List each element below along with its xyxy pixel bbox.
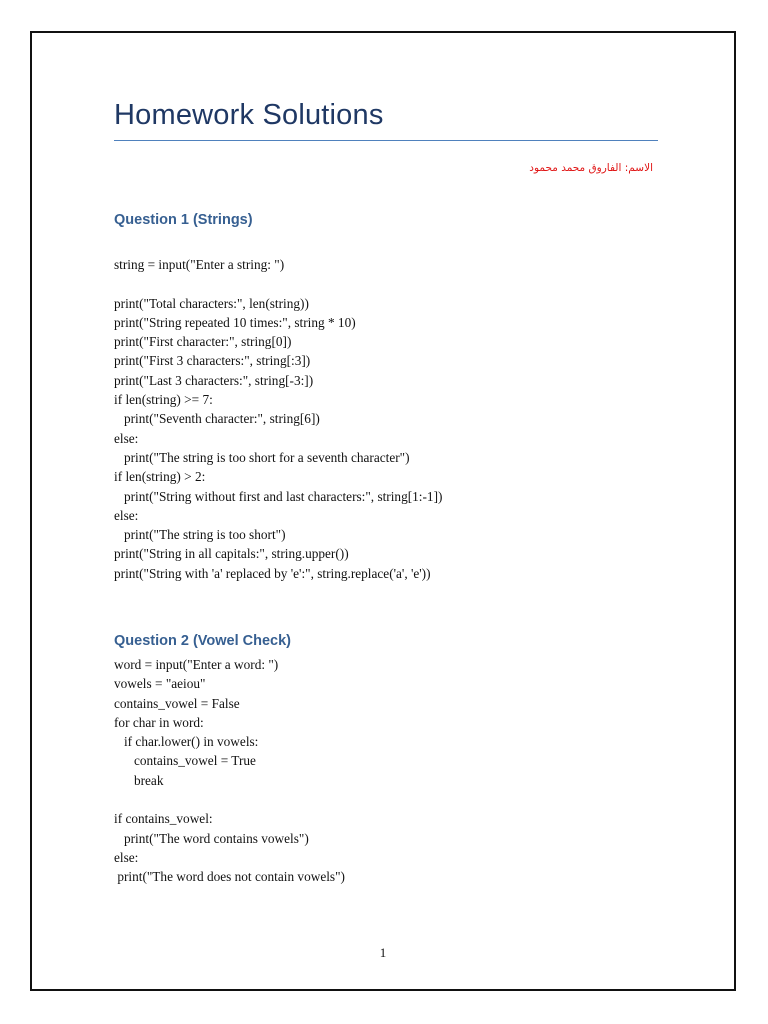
- question-2-code: [114, 655, 674, 887]
- code-line: print("String with 'a' replaced by 'e':", string.replace('a', 'e')): [114, 565, 431, 581]
- page-number: 1: [379, 945, 387, 960]
- code-line: print("The word contains vowels"): [114, 830, 309, 846]
- code-line: print("First character:", string[0]): [114, 334, 292, 350]
- code-line: else:: [114, 849, 139, 865]
- code-line: print("The word does not contain vowels"): [114, 869, 345, 885]
- code-line: contains_vowel = True: [114, 753, 256, 769]
- code-line: if len(string) >= 7:: [114, 392, 213, 408]
- code-line: if contains_vowel:: [114, 811, 213, 827]
- student-name: الاسم: الفاروق محمد محمود: [529, 162, 653, 174]
- question-2-heading: Question 2 (Vowel Check): [114, 633, 291, 649]
- code-line: [114, 274, 674, 293]
- code-line: print("Last 3 characters:", string[-3:]): [114, 372, 314, 388]
- code-line: break: [114, 772, 164, 788]
- title-underline: [114, 140, 658, 141]
- code-line: contains_vowel = False: [114, 695, 240, 711]
- code-line: [114, 790, 674, 809]
- code-line: string = input("Enter a string: "): [114, 257, 285, 272]
- code-line: word = input("Enter a word: "): [114, 657, 279, 672]
- code-line: vowels = "aeiou": [114, 676, 206, 692]
- code-line: print("First 3 characters:", string[:3]): [114, 353, 311, 369]
- code-line: print("Total characters:", len(string)): [114, 295, 309, 311]
- code-line: print("String in all capitals:", string.upper()): [114, 546, 349, 562]
- code-line: print("String without first and last characters:", string[1:-1]): [114, 488, 443, 504]
- question-1-heading: Question 1 (Strings): [114, 212, 253, 228]
- document-title: Homework Solutions: [114, 99, 384, 131]
- code-line: print("The string is too short for a seventh character"): [114, 449, 410, 465]
- code-line: print("Seventh character:", string[6]): [114, 411, 320, 427]
- question-1-code: [114, 255, 674, 583]
- document-page: [30, 31, 736, 991]
- code-line: print("String repeated 10 times:", string * 10): [114, 314, 356, 330]
- code-line: else:: [114, 430, 139, 446]
- code-line: else:: [114, 507, 139, 523]
- code-line: if char.lower() in vowels:: [114, 734, 259, 750]
- code-line: if len(string) > 2:: [114, 469, 206, 485]
- code-line: print("The string is too short"): [114, 527, 286, 543]
- code-line: for char in word:: [114, 714, 204, 730]
